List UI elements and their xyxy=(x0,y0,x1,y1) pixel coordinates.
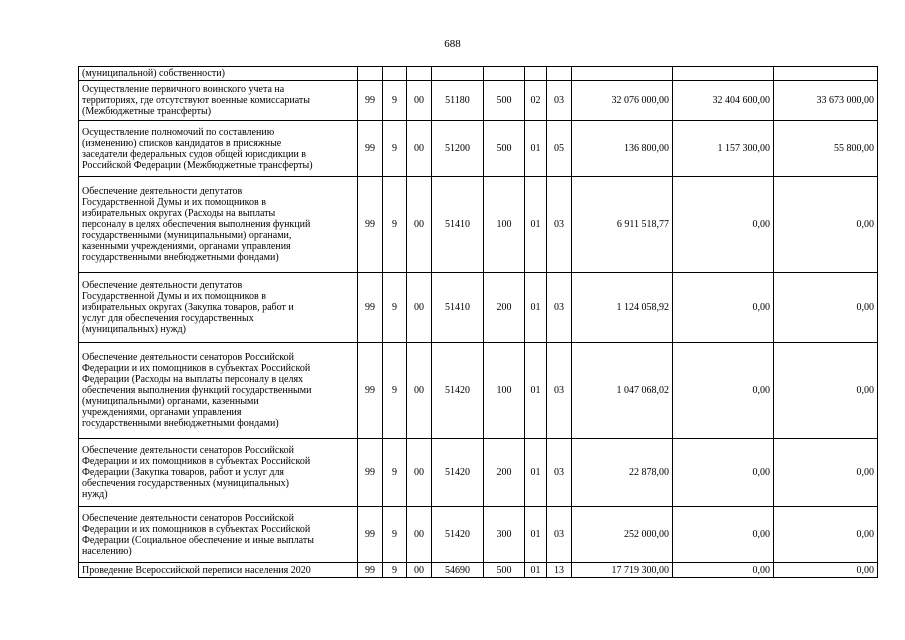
subprogram-code: 9 xyxy=(383,563,407,578)
amount-year-3: 0,00 xyxy=(774,563,878,578)
direction-code xyxy=(432,67,484,81)
budget-table xyxy=(78,66,878,578)
section-code: 01 xyxy=(525,563,547,578)
table-row xyxy=(79,177,878,273)
amount-year-2: 0,00 xyxy=(673,273,774,343)
subprogram-code: 9 xyxy=(383,507,407,563)
table-row xyxy=(79,507,878,563)
table-row xyxy=(79,121,878,177)
amount-year-3: 0,00 xyxy=(774,507,878,563)
expense-type-code: 500 xyxy=(484,121,525,177)
amount-year-1 xyxy=(572,67,673,81)
expense-type-code: 100 xyxy=(484,343,525,439)
section-code: 01 xyxy=(525,121,547,177)
subprogram-code: 9 xyxy=(383,177,407,273)
subprogram-code xyxy=(383,67,407,81)
main-event-code: 00 xyxy=(407,439,432,507)
subprogram-code: 9 xyxy=(383,81,407,121)
table-row xyxy=(79,343,878,439)
program-code: 99 xyxy=(358,177,383,273)
subsection-code xyxy=(547,67,572,81)
amount-year-3: 0,00 xyxy=(774,343,878,439)
main-event-code: 00 xyxy=(407,343,432,439)
amount-year-2: 32 404 600,00 xyxy=(673,81,774,121)
expense-type-code xyxy=(484,67,525,81)
row-description: Проведение Всероссийской переписи населения 2020 xyxy=(79,563,358,578)
row-description: Осуществление первичного воинского учета на территориях, где отсутствуют военные комиссариаты (Межбюджетные трансферты) xyxy=(79,81,358,121)
amount-year-1: 136 800,00 xyxy=(572,121,673,177)
amount-year-2 xyxy=(673,67,774,81)
subsection-code: 05 xyxy=(547,121,572,177)
main-event-code: 00 xyxy=(407,273,432,343)
section-code: 01 xyxy=(525,177,547,273)
subsection-code: 03 xyxy=(547,177,572,273)
program-code: 99 xyxy=(358,343,383,439)
subsection-code: 03 xyxy=(547,81,572,121)
row-description: Обеспечение деятельности сенаторов Российской Федерации и их помощников в субъектах Российской Федерации (Социальное обеспечение и иные выплаты населению) xyxy=(79,507,358,563)
main-event-code: 00 xyxy=(407,121,432,177)
amount-year-1: 17 719 300,00 xyxy=(572,563,673,578)
amount-year-3: 33 673 000,00 xyxy=(774,81,878,121)
subsection-code: 03 xyxy=(547,439,572,507)
direction-code: 51420 xyxy=(432,343,484,439)
amount-year-3: 0,00 xyxy=(774,439,878,507)
subprogram-code: 9 xyxy=(383,121,407,177)
main-event-code: 00 xyxy=(407,177,432,273)
row-description: Обеспечение деятельности сенаторов Российской Федерации и их помощников в субъектах Российской Федерации (Расходы на выплаты персоналу в целях обеспечения выполнения функций государственными (муниципальными) органами, казенными учреждениями, органами управления государственными внебюджетными фондами) xyxy=(79,343,358,439)
program-code: 99 xyxy=(358,563,383,578)
program-code: 99 xyxy=(358,273,383,343)
section-code: 01 xyxy=(525,273,547,343)
amount-year-1: 32 076 000,00 xyxy=(572,81,673,121)
direction-code: 54690 xyxy=(432,563,484,578)
amount-year-3: 0,00 xyxy=(774,177,878,273)
section-code xyxy=(525,67,547,81)
program-code: 99 xyxy=(358,439,383,507)
expense-type-code: 500 xyxy=(484,563,525,578)
subsection-code: 03 xyxy=(547,273,572,343)
section-code: 01 xyxy=(525,507,547,563)
amount-year-3: 55 800,00 xyxy=(774,121,878,177)
amount-year-3: 0,00 xyxy=(774,273,878,343)
row-description: Осуществление полномочий по составлению (изменению) списков кандидатов в присяжные заседатели федеральных судов общей юрисдикции в Российской Федерации (Межбюджетные трансферты) xyxy=(79,121,358,177)
subsection-code: 03 xyxy=(547,507,572,563)
subprogram-code: 9 xyxy=(383,439,407,507)
expense-type-code: 200 xyxy=(484,439,525,507)
direction-code: 51420 xyxy=(432,507,484,563)
section-code: 01 xyxy=(525,439,547,507)
amount-year-1: 252 000,00 xyxy=(572,507,673,563)
amount-year-2: 0,00 xyxy=(673,563,774,578)
direction-code: 51410 xyxy=(432,177,484,273)
amount-year-3 xyxy=(774,67,878,81)
expense-type-code: 500 xyxy=(484,81,525,121)
subsection-code: 13 xyxy=(547,563,572,578)
row-description: Обеспечение деятельности депутатов Государственной Думы и их помощников в избирательных округах (Закупка товаров, работ и услуг для обеспечения государственных (муниципальных) нужд) xyxy=(79,273,358,343)
direction-code: 51410 xyxy=(432,273,484,343)
expense-type-code: 300 xyxy=(484,507,525,563)
amount-year-1: 1 124 058,92 xyxy=(572,273,673,343)
table-row xyxy=(79,563,878,578)
subprogram-code: 9 xyxy=(383,343,407,439)
row-description: Обеспечение деятельности сенаторов Российской Федерации и их помощников в субъектах Российской Федерации (Закупка товаров, работ и услуг для обеспечения государственных (муниципальных) нужд) xyxy=(79,439,358,507)
amount-year-1: 22 878,00 xyxy=(572,439,673,507)
program-code: 99 xyxy=(358,507,383,563)
main-event-code xyxy=(407,67,432,81)
program-code xyxy=(358,67,383,81)
program-code: 99 xyxy=(358,121,383,177)
amount-year-1: 6 911 518,77 xyxy=(572,177,673,273)
amount-year-2: 0,00 xyxy=(673,439,774,507)
table-row xyxy=(79,273,878,343)
section-code: 02 xyxy=(525,81,547,121)
amount-year-2: 0,00 xyxy=(673,507,774,563)
direction-code: 51180 xyxy=(432,81,484,121)
table-row xyxy=(79,439,878,507)
amount-year-2: 1 157 300,00 xyxy=(673,121,774,177)
direction-code: 51420 xyxy=(432,439,484,507)
main-event-code: 00 xyxy=(407,507,432,563)
page-number: 688 xyxy=(444,38,461,50)
amount-year-2: 0,00 xyxy=(673,177,774,273)
expense-type-code: 200 xyxy=(484,273,525,343)
subprogram-code: 9 xyxy=(383,273,407,343)
direction-code: 51200 xyxy=(432,121,484,177)
program-code: 99 xyxy=(358,81,383,121)
subsection-code: 03 xyxy=(547,343,572,439)
amount-year-2: 0,00 xyxy=(673,343,774,439)
main-event-code: 00 xyxy=(407,81,432,121)
section-code: 01 xyxy=(525,343,547,439)
table-row xyxy=(79,67,878,81)
table-row xyxy=(79,81,878,121)
row-description: Обеспечение деятельности депутатов Государственной Думы и их помощников в избирательных округах (Расходы на выплаты персоналу в целях обеспечения выполнения функций государственными (муниципальными) органами, казенными учреждениями, органами управления государственными внебюджетными фондами) xyxy=(79,177,358,273)
table-body xyxy=(79,67,878,578)
expense-type-code: 100 xyxy=(484,177,525,273)
amount-year-1: 1 047 068,02 xyxy=(572,343,673,439)
main-event-code: 00 xyxy=(407,563,432,578)
row-description: (муниципальной) собственности) xyxy=(79,67,358,81)
